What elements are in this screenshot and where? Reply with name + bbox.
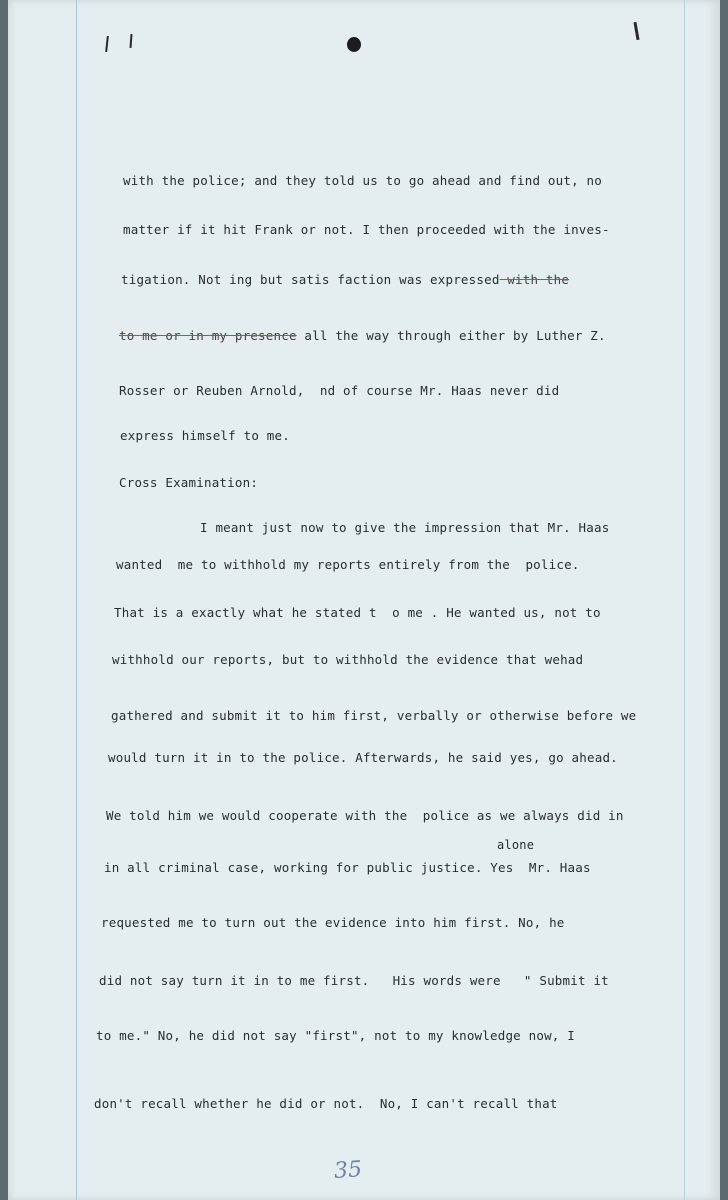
right-margin-line (684, 0, 685, 1200)
text-line: express himself to me. (120, 428, 290, 443)
punch-hole (347, 37, 361, 52)
text-line: Rosser or Reuben Arnold, nd of course Mr. Haas never did (119, 383, 560, 398)
text-line: That is a exactly what he stated t o me . He wanted us, not to (114, 605, 601, 620)
text-line (121, 272, 569, 287)
text-line: don't recall whether he did or not. No, I can't recall that (94, 1096, 558, 1111)
pencil-mark (130, 34, 133, 48)
check-mark (633, 22, 639, 40)
text-span: tigation. Not ing but satis faction was expressed (121, 272, 500, 287)
pencil-mark (105, 36, 109, 52)
section-heading: Cross Examination: (119, 475, 259, 490)
text-line: We told him we would cooperate with the police as we always did in (106, 808, 624, 823)
text-line: would turn it in to the police. Afterwards, he said yes, go ahead. (108, 750, 618, 765)
text-line: I meant just now to give the impression that Mr. Haas (200, 520, 610, 535)
text-line: gathered and submit it to him first, verbally or otherwise before we (111, 708, 637, 723)
text-span: all the way through either by Luther Z. (296, 328, 606, 343)
text-line: withhold our reports, but to withhold the evidence that wehad (112, 652, 584, 667)
text-line: requested me to turn out the evidence into him first. No, he (101, 915, 565, 930)
text-line: to me." No, he did not say "first", not to my knowledge now, I (96, 1028, 575, 1043)
page-number: 35 (333, 1157, 363, 1184)
interlinear-insertion: alone (497, 838, 535, 852)
text-line: wanted me to withhold my reports entirely from the police. (116, 557, 580, 572)
margin-line (76, 0, 77, 1200)
text-line: with the police; and they told us to go ahead and find out, no (123, 173, 602, 188)
struck-text: to me or in my presence (119, 328, 297, 343)
text-line: did not say turn it in to me first. His words were " Submit it (99, 973, 609, 988)
text-line (119, 328, 606, 343)
text-line: in all criminal case, working for public justice. Yes Mr. Haas (104, 860, 591, 875)
document-page (8, 0, 720, 1200)
text-line: matter if it hit Frank or not. I then proceeded with the inves- (123, 222, 610, 237)
struck-text: with the (499, 272, 570, 287)
